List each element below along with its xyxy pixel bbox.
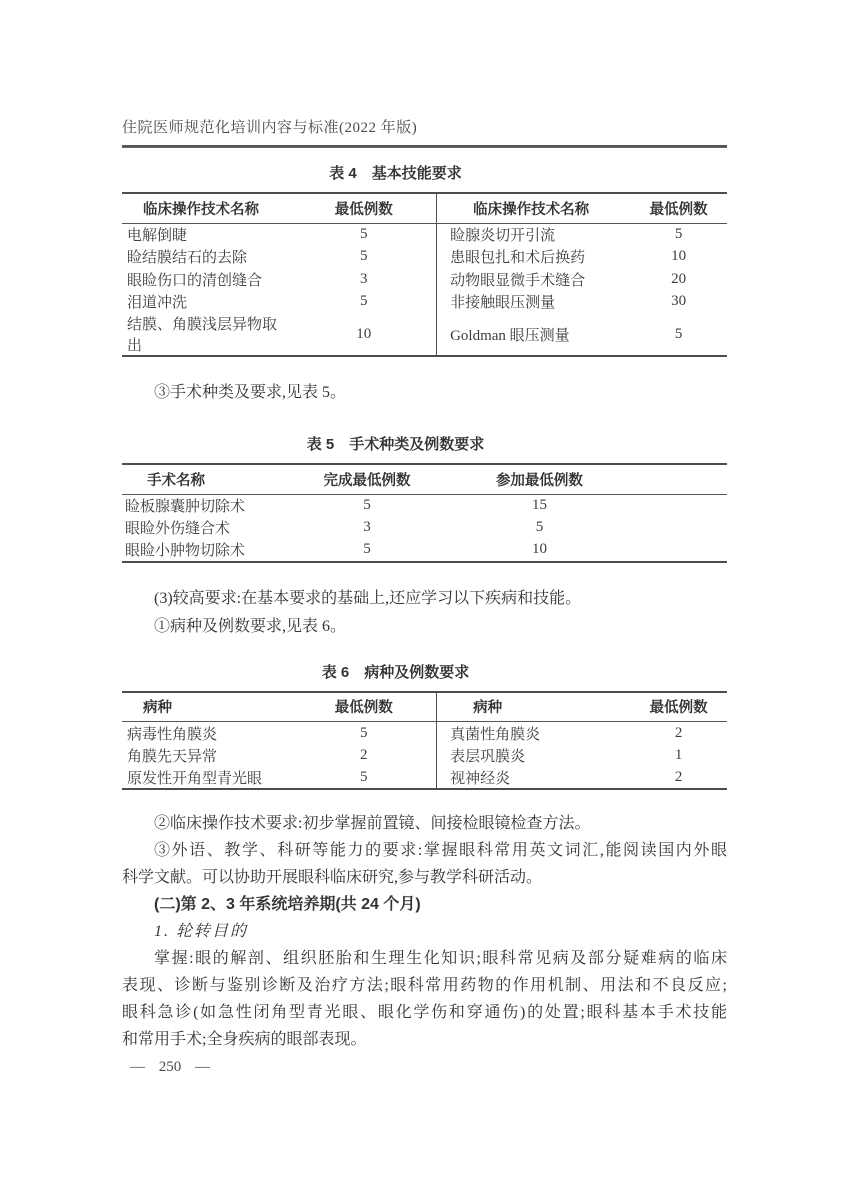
column-header: 参加最低例数 <box>495 472 583 489</box>
table5-header-row <box>122 464 727 494</box>
table-cell: 眼睑伤口的清创缝合 <box>127 272 263 289</box>
table-cell: 真菌性角膜炎 <box>437 722 631 745</box>
paragraph-higher-requirements: (3)较高要求:在基本要求的基础上,还应学习以下疾病和技能。 <box>154 589 582 607</box>
table-cell: 2 <box>674 724 683 741</box>
table-cell: 10 <box>531 541 547 558</box>
table-row <box>122 494 727 517</box>
table-cell: 5 <box>359 724 368 741</box>
table-cell: 电解倒睫 <box>127 228 188 244</box>
table-cell: 5 <box>674 325 683 342</box>
body-text <box>122 810 727 1053</box>
table-cell: 5 <box>363 497 371 513</box>
column-header: 临床操作技术名称 <box>143 201 259 218</box>
table6-caption: 表 6 病种及例数要求 <box>321 663 470 681</box>
table-cell: 10 <box>671 248 687 265</box>
table-cell: 睑结膜结石的去除 <box>127 250 248 267</box>
table-row <box>122 223 727 246</box>
table-cell: 5 <box>359 248 368 265</box>
table-cell: 20 <box>671 270 687 287</box>
column-header: 完成最低例数 <box>323 472 411 489</box>
column-header: 最低例数 <box>649 201 708 218</box>
paragraph-master-line3: 眼科急诊(如急性闭角型青光眼、眼化学伤和穿通伤)的处置;眼科基本手术技能 <box>122 1004 727 1021</box>
table-basic-skills <box>122 192 727 357</box>
table-row <box>122 767 727 790</box>
column-header-spacer <box>636 464 727 494</box>
table-row <box>122 744 727 767</box>
table-cell: 5 <box>359 293 368 310</box>
table-cell: 2 <box>674 768 683 785</box>
column-header: 病种 <box>437 692 631 722</box>
column-header: 最低例数 <box>334 201 393 218</box>
table-disease-requirements <box>122 691 727 791</box>
table-cell: 眼睑小肿物切除术 <box>125 543 246 560</box>
table-cell: 角膜先天异常 <box>127 748 218 765</box>
table-cell: 1 <box>674 746 683 763</box>
table-cell: 10 <box>356 325 372 342</box>
table-cell: 视神经炎 <box>437 767 631 790</box>
table-cell-spacer <box>636 494 727 517</box>
rotation-purpose-heading: 1. 轮转目的 <box>154 923 249 940</box>
table-cell: 原发性开角型青光眼 <box>127 770 263 787</box>
table-row <box>122 539 727 562</box>
paragraph-master-line4: 和常用手术;全身疾病的眼部表现。 <box>122 1031 367 1048</box>
table-cell: 30 <box>671 293 687 310</box>
table-cell: 睑板腺囊肿切除术 <box>125 499 246 515</box>
column-header: 手术名称 <box>147 472 205 489</box>
table5-caption: 表 5 手术种类及例数要求 <box>306 436 485 453</box>
paragraph-clinical-skill: ②临床操作技术要求:初步掌握前置镜、间接检眼镜检查方法。 <box>154 815 591 832</box>
column-header: 最低例数 <box>649 700 708 717</box>
paragraph-language-line2: 科学文献。可以协助开展眼科临床研究,参与教学科研活动。 <box>122 869 543 886</box>
paragraph-see-table5: ③手术种类及要求,见表 5。 <box>154 384 347 401</box>
table-cell: 2 <box>359 746 368 763</box>
table4-header-row <box>122 193 727 223</box>
table-cell: 结膜、角膜浅层异物取出 <box>127 317 278 354</box>
table-cell: 15 <box>531 497 547 513</box>
table-cell: 5 <box>674 226 683 242</box>
table6-header-row <box>122 692 727 722</box>
table-row <box>122 722 727 745</box>
table-cell: Goldman 眼压测量 <box>437 313 631 356</box>
table-cell: 病毒性角膜炎 <box>127 726 218 743</box>
table-cell: 3 <box>363 519 371 536</box>
table-cell: 眼睑外伤缝合术 <box>125 521 231 538</box>
page-number: — 250 — <box>130 1059 210 1075</box>
table-cell: 患眼包扎和术后换药 <box>437 246 631 269</box>
table-cell: 表层巩膜炎 <box>437 744 631 767</box>
header-rule <box>122 145 727 148</box>
paragraph-master-line1: 掌握:眼的解剖、组织胚胎和生理生化知识;眼科常见病及部分疑难病的临床 <box>154 950 727 967</box>
table-row <box>122 517 727 540</box>
table-cell: 5 <box>359 768 368 785</box>
table-cell: 非接触眼压测量 <box>437 291 631 314</box>
table-row <box>122 246 727 269</box>
table-row <box>122 291 727 314</box>
table-surgery-requirements <box>122 463 727 563</box>
table-cell: 5 <box>535 519 544 536</box>
table-cell: 5 <box>363 541 371 558</box>
table4-caption: 表 4 基本技能要求 <box>329 165 462 182</box>
column-header: 临床操作技术名称 <box>437 193 631 223</box>
table-cell: 动物眼显微手术缝合 <box>437 268 631 291</box>
running-header: 住院医师规范化培训内容与标准(2022 年版) <box>122 120 418 136</box>
table-cell: 5 <box>359 226 368 242</box>
column-header: 病种 <box>143 700 172 717</box>
table-row <box>122 268 727 291</box>
column-header: 最低例数 <box>334 700 393 717</box>
table-cell: 泪道冲洗 <box>127 295 188 312</box>
table-cell-spacer <box>636 539 727 562</box>
table-cell-spacer <box>636 517 727 540</box>
stage-heading: (二)第 2、3 年系统培养期(共 24 个月) <box>154 896 421 913</box>
paragraph-language-line1: ③外语、教学、科研等能力的要求:掌握眼科常用英文词汇,能阅读国内外眼 <box>154 842 727 859</box>
table-cell: 睑腺炎切开引流 <box>437 223 631 246</box>
table-cell: 3 <box>359 270 368 287</box>
paragraph-master-line2: 表现、诊断与鉴别诊断及治疗方法;眼科常用药物的作用机制、用法和不良反应; <box>122 977 727 994</box>
table-row <box>122 313 727 356</box>
paragraph-see-table6: ①病种及例数要求,见表 6。 <box>154 617 347 635</box>
